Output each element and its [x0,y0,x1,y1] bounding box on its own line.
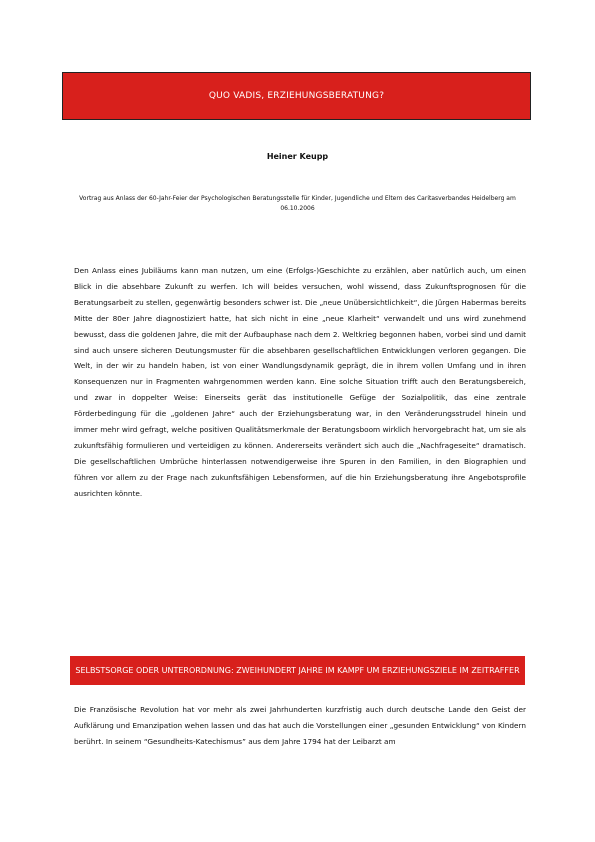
author-name: Heiner Keupp [266,152,329,161]
title-banner [62,72,531,120]
section-paragraph: Die Französische Revolution hat vor mehr als zwei Jahrhunderten kurzfristig auch durch deutsche Lande den Geist der Aufklärung und Emanzipation wehen lassen und das hat auch die Vorstellungen einer „gesunden Entwicklung“ von Kindern berührt. In seinem “Gesundheits-Katechismus” aus dem Jahre 1794 hat der Leibarzt am [74,705,526,746]
section-heading-banner [70,656,525,685]
lecture-subtitle: Vortrag aus Anlass der 60-Jahr-Feier der Psychologischen Beratungsstelle für Kinder, Jugendliche und Eltern des Caritasverbandes Heidelberg am 06.10.2006 [79,195,516,212]
document-title: QUO VADIS, ERZIEHUNGSBERATUNG? [208,91,385,101]
intro-paragraph: Den Anlass eines Jubiläums kann man nutzen, um eine (Erfolgs-)Geschichte zu erzählen, aber natürlich auch, um einen Blick in die absehbare Zukunft zu werfen. Ich will beides versuchen, wohl wissend, dass Zukunftsprognosen für die Beratungsarbeit zu stellen, gegenwärtig besonders schwer ist. Die „neue Unübersichtlichkeit“, die Jürgen Habermas bereits Mitte der 80er Jahre diagnostiziert hatte, hat sich nicht in eine „neue Klarheit“ verwandelt und uns wird zunehmend bewusst, dass die goldenen Jahre, die mit der Aufbauphase nach dem 2. Weltkrieg begonnen haben, vorbei sind und damit sind auch unsere sicheren Deutungsmuster für die absehbaren gesellschaftlichen Entwicklungen verloren gegangen. Die Welt, in der wir zu handeln haben, ist von einer Wandlungsdynamik geprägt, die in ihrem vollen Umfang und in ihren Konsequenzen nur in Fragmenten wahrgenommen werden kann. Eine solche Situation trifft auch den Beratungsbereich, und zwar in doppelter Weise: Einerseits gerät das institutionelle Gefüge der Sozialpolitik, das eine zentrale Förderbedingung für die „goldenen Jahre“ auch der Erziehungsberatung war, in den Veränderungsstrudel hinein und immer mehr wird gefragt, welche positiven Qualitätsmerkmale der Beratungsboom wirklich hervorgebracht hat, um sie als zukunftsfähig formulieren und verteidigen zu können. Andererseits verändert sich auch die „Nachfrageseite“ dramatisch. Die gesellschaftlichen Umbrüche hinterlassen notwendigerweise ihre Spuren in den Familien, in den Biographien und führen vor allem zu der Frage nach zukunftsfähigen Lebensformen, auf die hin Erziehungsberatung ihre Angebotsprofile ausrichten könnte. [74,266,526,498]
section-heading: SELBSTSORGE ODER UNTERORDNUNG: ZWEIHUNDERT JAHRE IM KAMPF UM ERZIEHUNGSZIELE IM ZEITRAFFER [75,666,520,675]
